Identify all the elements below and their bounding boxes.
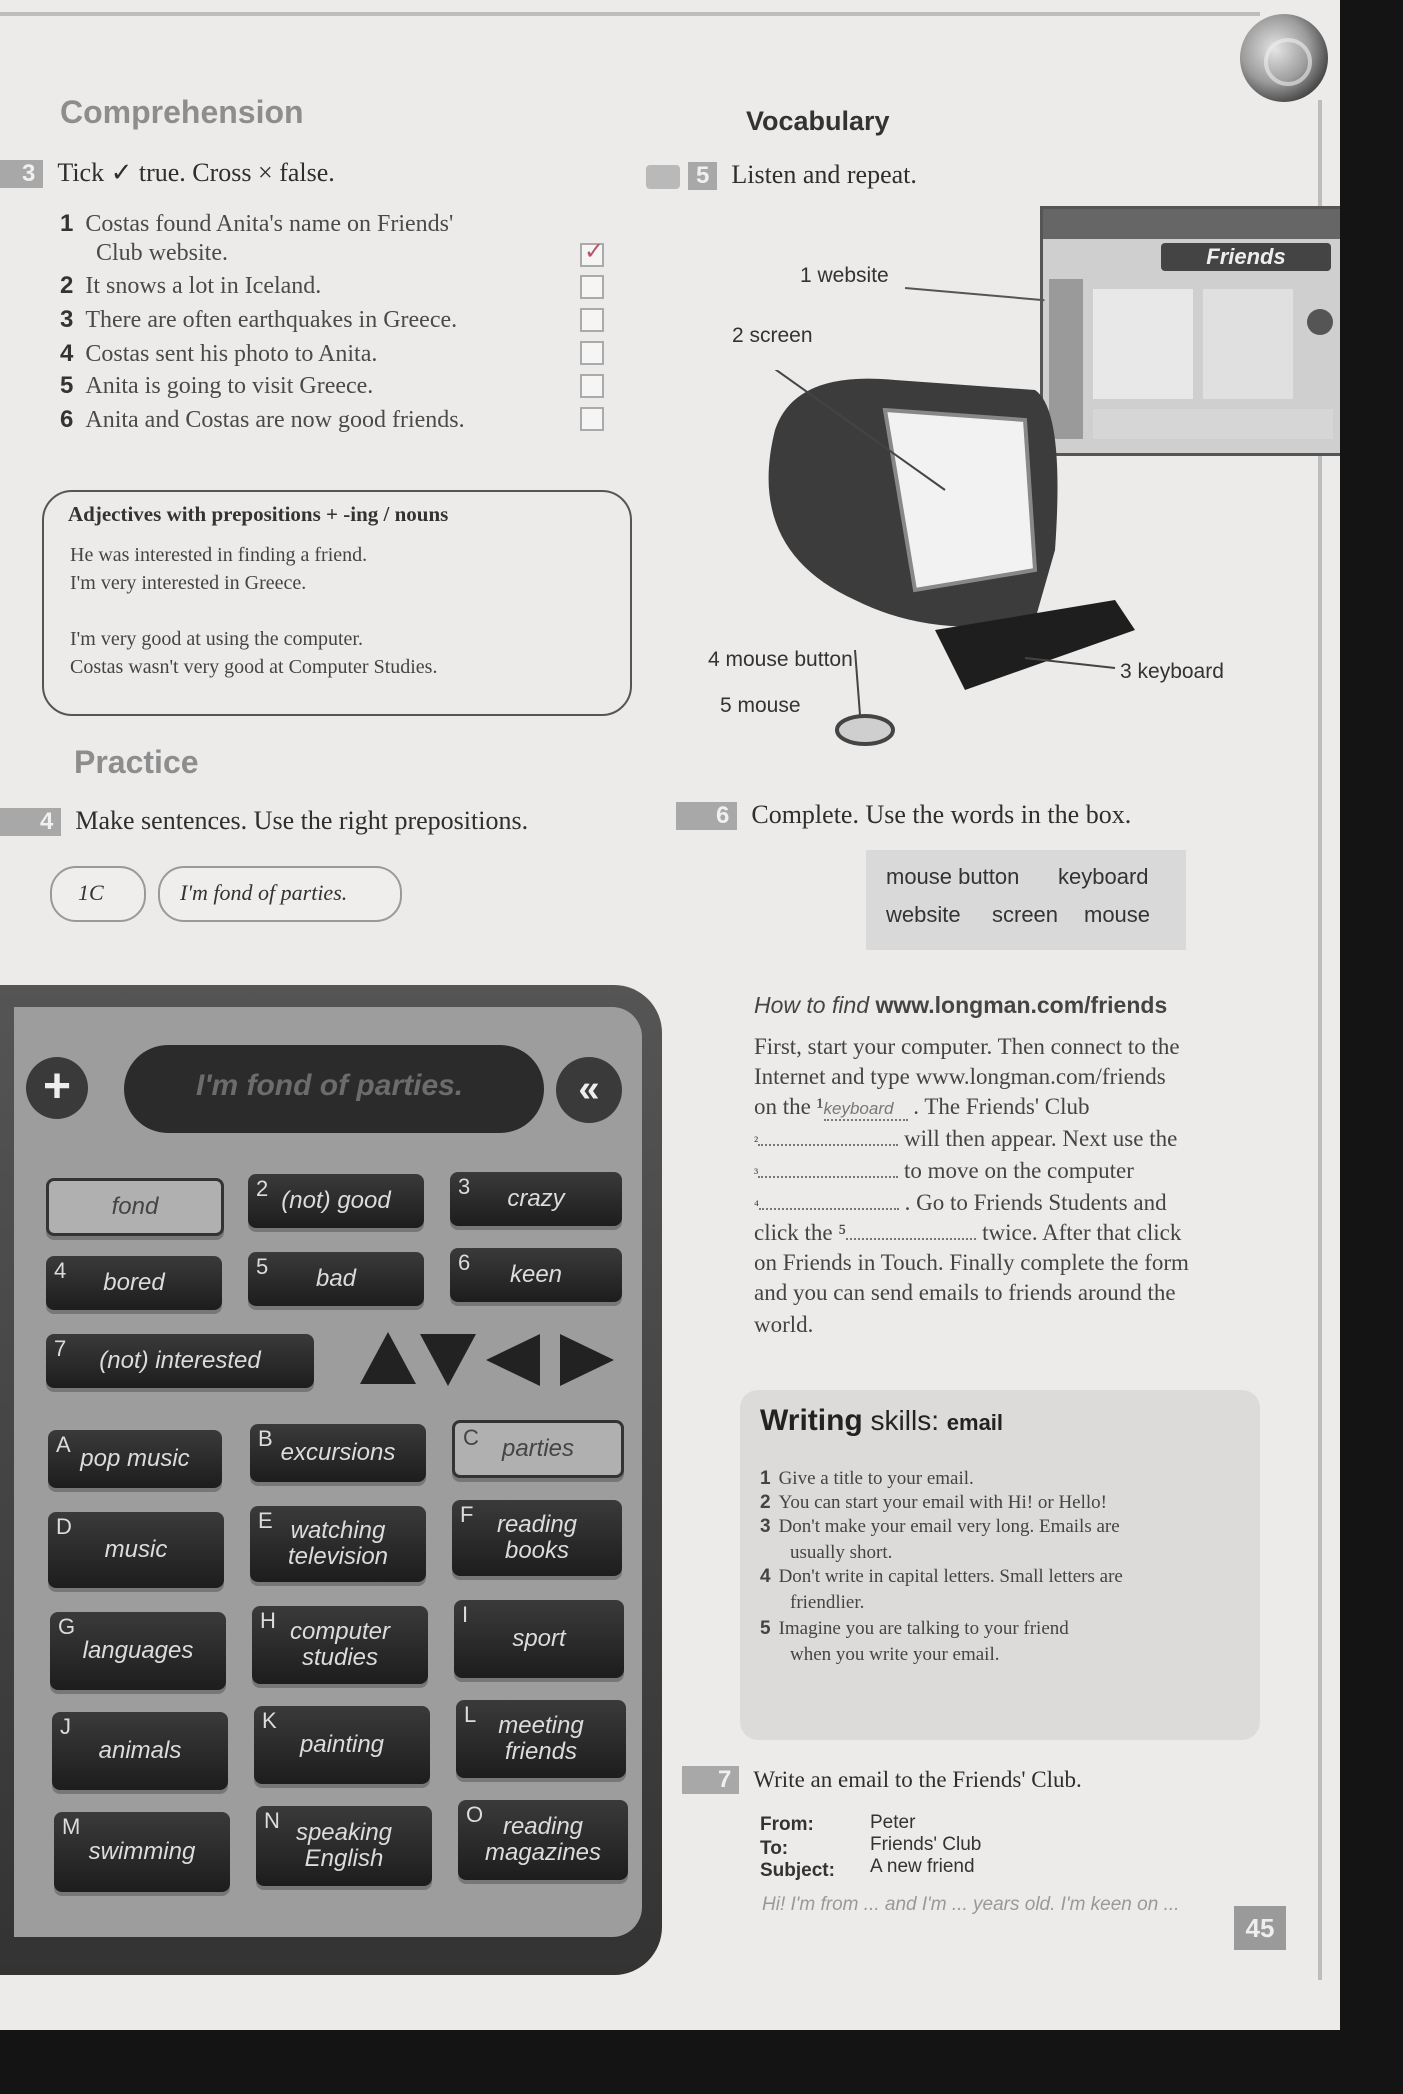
grammar-example-1: He was interested in finding a friend.	[70, 544, 368, 566]
word-mouse-button: mouse button	[886, 864, 1020, 889]
text-line-7: click the ⁵ twice. After that click	[754, 1220, 1182, 1245]
exercise-5-instruction	[646, 160, 917, 190]
plus-button[interactable]: +	[26, 1057, 88, 1119]
email-from-value: Peter	[870, 1812, 916, 1833]
tip-1: 1 Give a title to your email.	[760, 1468, 974, 1489]
exercise-7-text: Write an email to the Friends' Club.	[753, 1767, 1082, 1792]
checkbox-3[interactable]	[580, 308, 604, 332]
statement-4: 4 Costas sent his photo to Anita.	[60, 340, 378, 367]
email-subject-value: A new friend	[870, 1856, 975, 1877]
example-sentence-bubble: I'm fond of parties.	[158, 866, 402, 922]
statement-1-continued: Club website.	[96, 240, 228, 266]
website-header-bar	[1043, 209, 1340, 239]
text-line-9: and you can send emails to friends around the	[754, 1280, 1176, 1305]
exercise-4-instruction	[0, 806, 528, 836]
key-h-computer-studies[interactable]: H computer studies	[252, 1606, 428, 1684]
key-o-reading-magazines[interactable]: O reading magazines	[458, 1800, 628, 1880]
comprehension-heading: Comprehension	[60, 94, 304, 130]
exercise-4-text: Make sentences. Use the right prepositions.	[75, 806, 529, 835]
tip-2: 2 You can start your email with Hi! or Hello!	[760, 1492, 1107, 1513]
website-pointer-line	[905, 287, 1045, 301]
key-m-swimming[interactable]: M swimming	[54, 1812, 230, 1892]
text-line-4: ² will then appear. Next use the	[754, 1126, 1178, 1151]
key-bored[interactable]: 4 bored	[46, 1256, 222, 1310]
checkbox-6[interactable]	[580, 407, 604, 431]
email-to-value: Friends' Club	[870, 1834, 982, 1855]
email-from-label: From:	[760, 1814, 814, 1835]
tip-3-continued: usually short.	[790, 1542, 893, 1563]
text-line-8: on Friends in Touch. Finally complete the form	[754, 1250, 1189, 1275]
phone-display: I'm fond of parties.	[124, 1045, 544, 1133]
key-n-speaking-english[interactable]: N speaking English	[256, 1806, 432, 1886]
friends-logo: Friends	[1161, 243, 1331, 271]
top-border-line	[0, 12, 1260, 16]
key-e-watching-television[interactable]: E watching television	[250, 1506, 426, 1582]
answer-blank-4[interactable]	[759, 1208, 899, 1210]
statement-2: 2 It snows a lot in Iceland.	[60, 272, 322, 299]
arrow-left-icon[interactable]	[486, 1334, 540, 1386]
text-line-1: First, start your computer. Then connect to the	[754, 1034, 1180, 1059]
vocabulary-heading: Vocabulary	[746, 106, 890, 136]
exercise-6-text: Complete. Use the words in the box.	[751, 800, 1132, 829]
cd-icon	[646, 165, 680, 189]
mouse-shape	[837, 716, 893, 744]
tip-3: 3 Don't make your email very long. Emails are	[760, 1516, 1120, 1537]
exercise-7-instruction	[682, 1766, 1082, 1794]
key-f-reading-books[interactable]: F reading books	[452, 1500, 622, 1576]
checkbox-2[interactable]	[580, 275, 604, 299]
grammar-box-title: Adjectives with prepositions + -ing / nouns	[68, 502, 449, 526]
tick-icon: ✓	[584, 239, 605, 265]
key-fond[interactable]: fond	[46, 1178, 224, 1236]
text-line-10: world.	[754, 1312, 814, 1337]
statement-6: 6 Anita and Costas are now good friends.	[60, 406, 465, 433]
website-text-block	[1203, 289, 1293, 399]
key-d-music[interactable]: D music	[48, 1512, 224, 1588]
globe-icon	[1307, 309, 1333, 335]
statement-3: 3 There are often earthquakes in Greece.	[60, 306, 458, 333]
tip-4-continued: friendlier.	[790, 1592, 865, 1613]
badge-icon	[1240, 14, 1328, 102]
key-i-sport[interactable]: I sport	[454, 1600, 624, 1678]
statement-5: 5 Anita is going to visit Greece.	[60, 372, 374, 399]
answer-blank-2[interactable]	[758, 1144, 898, 1146]
exercise-4-number: 4	[0, 808, 61, 836]
grammar-example-4: Costas wasn't very good at Computer Studies.	[70, 656, 438, 678]
back-button[interactable]: «	[556, 1057, 622, 1123]
page-number: 45	[1234, 1906, 1286, 1950]
practice-heading: Practice	[74, 744, 199, 780]
text-line-3: on the ¹keyboard . The Friends' Club	[754, 1094, 1090, 1119]
key-not-interested[interactable]: 7 (not) interested	[46, 1334, 314, 1388]
key-b-excursions[interactable]: B excursions	[250, 1424, 426, 1482]
arrow-up-icon[interactable]	[360, 1332, 416, 1384]
tip-5-continued: when you write your email.	[790, 1644, 1000, 1665]
key-g-languages[interactable]: G languages	[50, 1612, 226, 1690]
checkbox-5[interactable]	[580, 374, 604, 398]
text-line-5: ³ to move on the computer	[754, 1158, 1134, 1183]
exercise-3-text: Tick ✓ true. Cross × false.	[57, 158, 335, 187]
email-sample-text: Hi! I'm from ... and I'm ... years old. I'm keen on ...	[762, 1894, 1180, 1915]
text-line-2: Internet and type www.longman.com/friends	[754, 1064, 1166, 1089]
key-bad[interactable]: 5 bad	[248, 1252, 424, 1306]
exercise-5-text: Listen and repeat.	[731, 160, 917, 189]
exercise-6-number: 6	[676, 802, 737, 830]
arrow-right-icon[interactable]	[560, 1334, 614, 1386]
key-k-painting[interactable]: K painting	[254, 1706, 430, 1784]
label-mouse: 5 mouse	[720, 694, 801, 717]
text-line-6: ⁴ . Go to Friends Students and	[754, 1190, 1167, 1215]
checkbox-1[interactable]	[580, 239, 605, 267]
word-mouse: mouse	[1084, 902, 1151, 927]
label-website: 1 website	[800, 264, 889, 287]
email-subject-label: Subject:	[760, 1860, 835, 1881]
arrow-down-icon[interactable]	[420, 1334, 476, 1386]
grammar-example-2: I'm very interested in Greece.	[70, 572, 307, 594]
email-to-label: To:	[760, 1838, 789, 1859]
writing-skills-heading: Writing skills: email	[760, 1404, 1004, 1437]
word-box	[866, 850, 1186, 950]
exercise-3-number: 3	[0, 160, 43, 188]
how-to-find-title: How to find www.longman.com/friends	[754, 992, 1168, 1018]
tip-5: 5 Imagine you are talking to your friend	[760, 1618, 1069, 1639]
key-crazy[interactable]: 3 crazy	[450, 1172, 622, 1226]
label-mouse-button: 4 mouse button	[708, 648, 853, 671]
grammar-example-3: I'm very good at using the computer.	[70, 628, 363, 650]
exercise-7-number: 7	[682, 1766, 739, 1794]
grammar-box	[42, 490, 632, 716]
answer-blank-5[interactable]	[846, 1238, 976, 1240]
key-l-meeting-friends[interactable]: L meeting friends	[456, 1700, 626, 1778]
key-not-good[interactable]: 2 (not) good	[248, 1174, 424, 1228]
exercise-6-instruction	[676, 800, 1131, 830]
tip-4: 4 Don't write in capital letters. Small letters are	[760, 1566, 1123, 1587]
label-screen: 2 screen	[732, 324, 813, 347]
exercise-3-instruction	[0, 158, 335, 188]
key-c-parties[interactable]: C parties	[452, 1420, 624, 1478]
example-code-bubble: 1C	[50, 866, 146, 922]
answer-blank-3[interactable]	[758, 1176, 898, 1178]
label-keyboard: 3 keyboard	[1120, 660, 1224, 683]
answer-blank-1[interactable]: keyboard	[824, 1099, 908, 1121]
word-keyboard: keyboard	[1058, 864, 1149, 889]
checkbox-4[interactable]	[580, 341, 604, 365]
exercise-5-number: 5	[688, 162, 717, 190]
key-j-animals[interactable]: J animals	[52, 1712, 228, 1790]
word-screen: screen	[992, 902, 1059, 927]
statement-1: 1 Costas found Anita's name on Friends'	[60, 210, 454, 237]
key-a-pop-music[interactable]: A pop music	[48, 1430, 222, 1488]
key-keen[interactable]: 6 keen	[450, 1248, 622, 1302]
writing-skills-box	[740, 1390, 1260, 1740]
word-website: website	[886, 902, 961, 927]
